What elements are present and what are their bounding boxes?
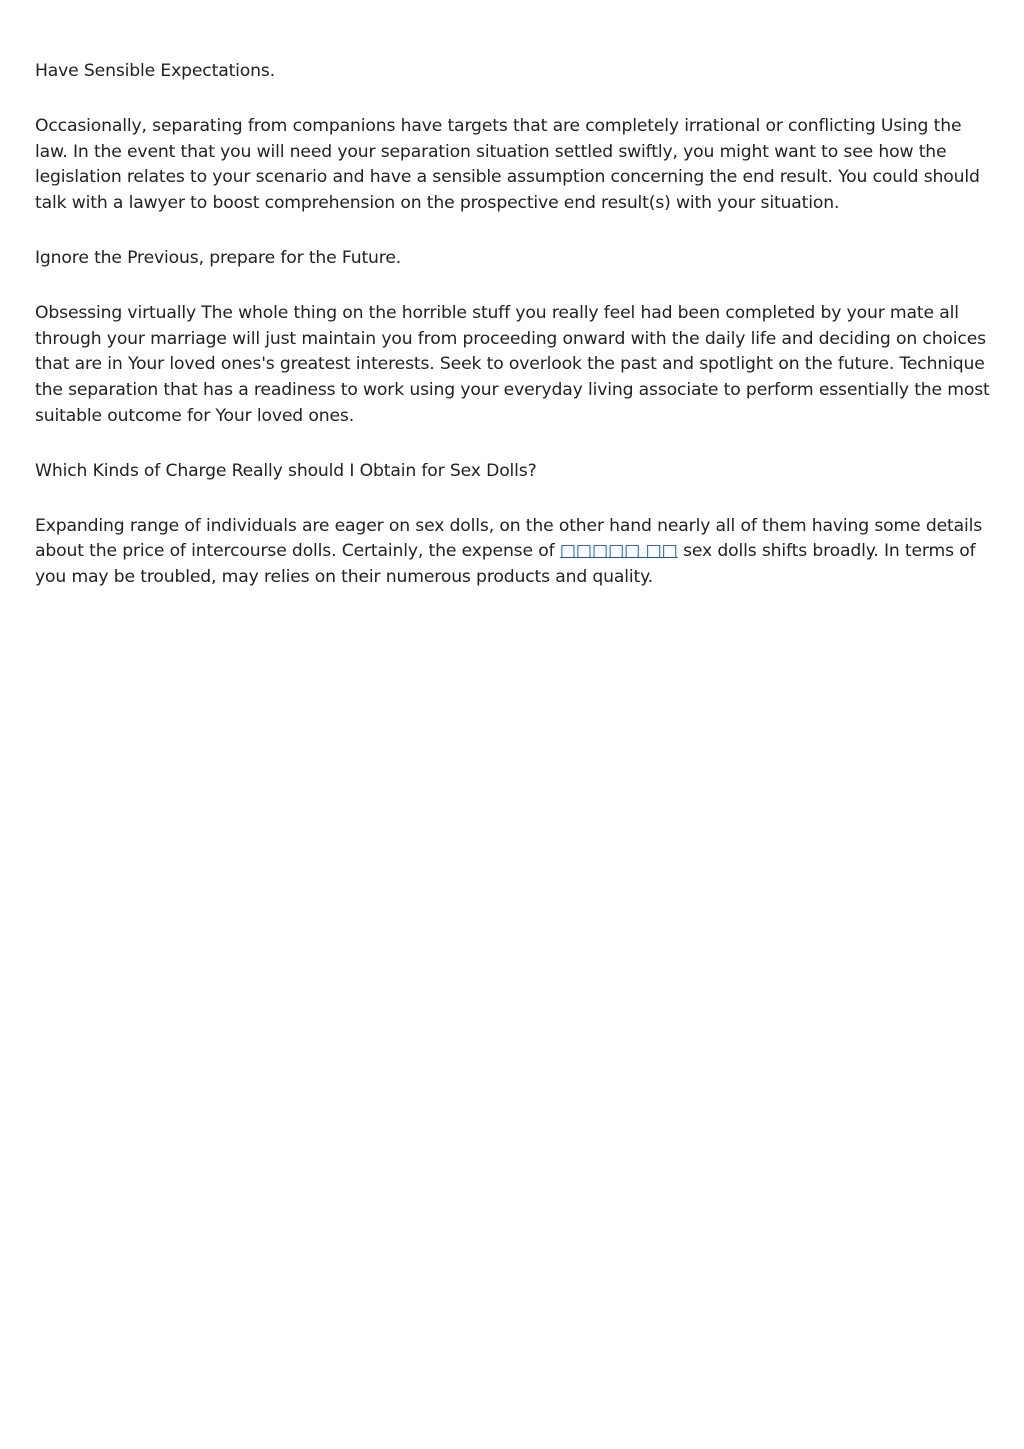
heading-ignore-previous: Ignore the Previous, prepare for the Future. [35,247,402,268]
inline-link[interactable]: □□□□□ □□ [559,541,678,562]
document-body [35,59,990,620]
paragraph-sex-dolls-price [35,514,990,591]
paragraph-text-before-link: Expanding range of individuals are eager on sex dolls, on the other hand nearly all of them having some details about the price of intercourse dolls. Certainly, the expense of [35,515,983,562]
paragraph-future: Obsessing virtually The whole thing on the horrible stuff you really feel had been completed by your mate all through your marriage will just maintain you from proceeding onward with the daily life and deciding on choices that are in Your loved ones's greatest interests. Seek to overlook the past and spotlight on the future. Technique the separation that has a readiness to work using your everyday living associate to perform essentially the most suitable outcome for Your loved ones. [35,302,990,426]
heading-expectations: Have Sensible Expectations. [35,61,276,81]
paragraph-expectations: Occasionally, separating from companions have targets that are completely irrational or conflicting Using the law. In the event that you will need your separation situation settled swiftly, you might want to see how the legislation relates to your scenario and have a sensible assumption concerning the end result. You could should talk with a lawyer to boost comprehension on the prospective end result(s) with your situation. [35,115,980,214]
heading-charge-question: Which Kinds of Charge Really should I Obtain for Sex Dolls? [35,460,537,481]
paragraph-text-after-link: sex dolls shifts broadly. In terms of you may be troubled, may relies on their numerous products and quality. [35,541,976,588]
